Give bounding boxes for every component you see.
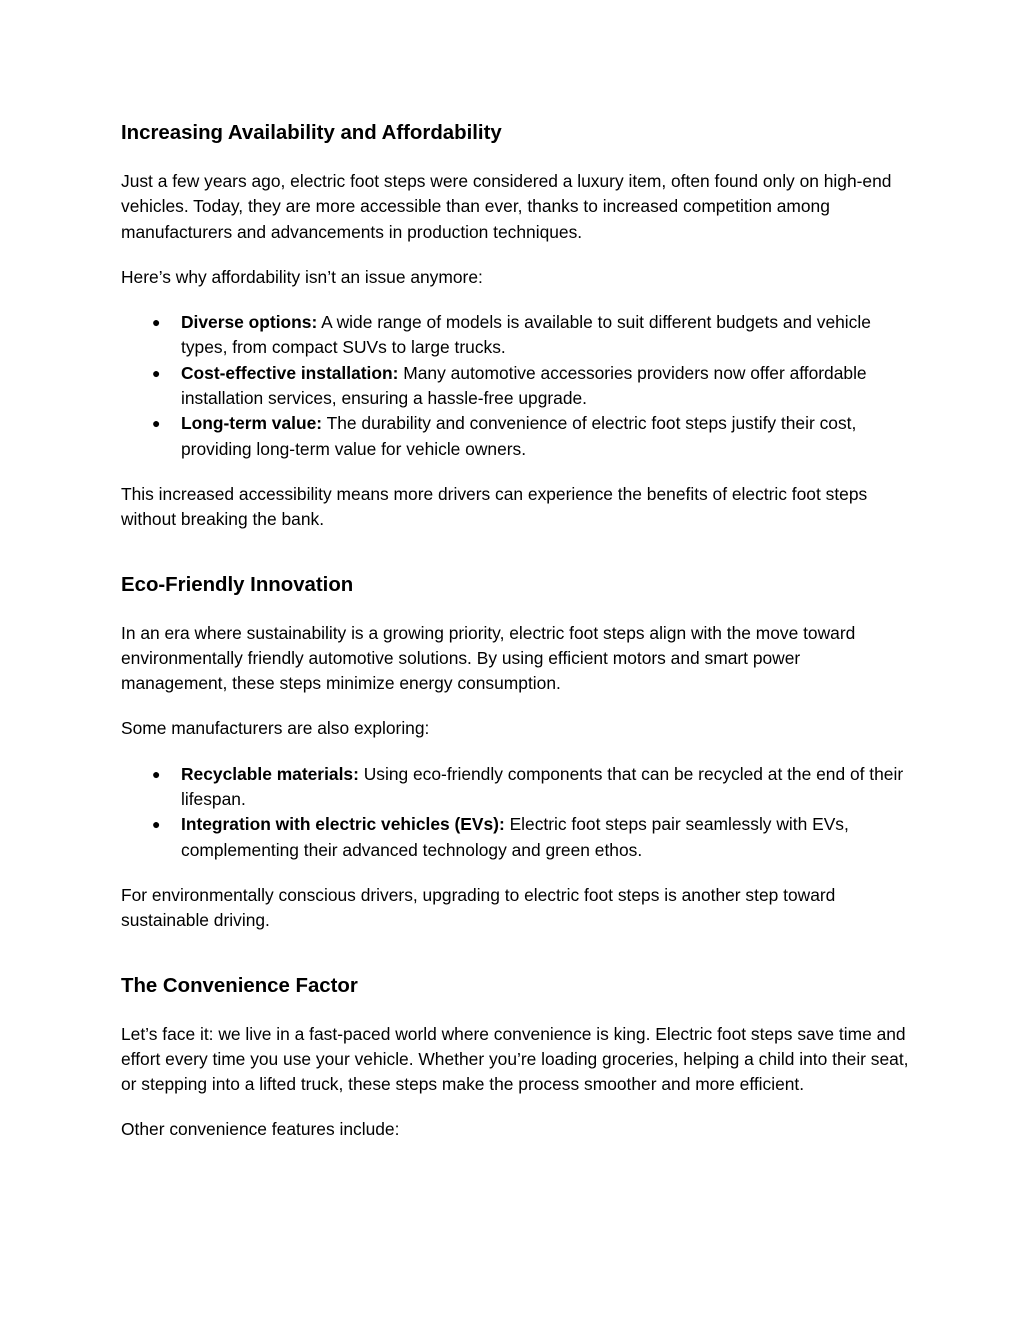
paragraph: Other convenience features include: (121, 1119, 400, 1140)
paragraph: For environmentally conscious drivers, upgrading to electric foot steps is another step toward sustainable driving. (121, 884, 836, 931)
list-item (152, 361, 911, 412)
bullet-list (121, 762, 911, 863)
list-item-text: Electric foot steps pair seamlessly with EVs, complementing their advanced technology and green ethos. (181, 814, 849, 860)
bullet-icon: ● (152, 314, 161, 331)
list-item-text: Using eco-friendly components that can be recycled at the end of their lifespan. (181, 763, 904, 810)
paragraph: Some manufacturers are also exploring: (121, 718, 430, 739)
list-item (152, 310, 911, 361)
list-item (152, 762, 911, 813)
paragraph: Here’s why affordability isn’t an issue anymore: (121, 266, 483, 287)
list-item (152, 411, 911, 462)
paragraph: This increased accessibility means more drivers can experience the benefits of electric foot steps without breaking the bank. (121, 483, 868, 530)
bullet-icon: ● (152, 816, 161, 833)
list-item-term: Recyclable materials: (181, 763, 359, 784)
list-item (152, 812, 911, 863)
list-item-term: Integration with electric vehicles (EVs): (181, 814, 505, 835)
bullet-icon: ● (152, 765, 161, 782)
section-heading-availability: Increasing Availability and Affordability (121, 122, 502, 144)
bullet-icon: ● (152, 415, 161, 432)
list-item-text: A wide range of models is available to suit different budgets and vehicle types, from compact SUVs to large trucks. (181, 312, 871, 358)
list-item-text: Many automotive accessories providers now offer affordable installation services, ensuring a hassle-free upgrade. (181, 362, 867, 409)
list-item-text: The durability and convenience of electric foot steps justify their cost, providing long-term value for vehicle owners. (181, 413, 857, 459)
list-item-term: Cost-effective installation: (181, 362, 399, 383)
bullet-icon: ● (152, 364, 161, 381)
section-heading-convenience: The Convenience Factor (121, 974, 358, 997)
paragraph: In an era where sustainability is a growing priority, electric foot steps align with the move toward environmentally friendly automotive solutions. By using efficient motors and smart power management, these steps minimize energy consumption. (121, 622, 856, 694)
document-page (121, 119, 911, 1143)
paragraph: Let’s face it: we live in a fast-paced world where convenience is king. Electric foot steps save time and effort every time you use your vehicle. Whether you’re loading groceries, helping a child into their seat, or stepping into a lifted truck, these steps make the process smoother and more efficient. (121, 1023, 909, 1095)
paragraph: Just a few years ago, electric foot steps were considered a luxury item, often found only on high-end vehicles. Today, they are more accessible than ever, thanks to increased competition among manufacturers and advancements in production techniques. (121, 171, 892, 242)
list-item-term: Long-term value: (181, 413, 323, 434)
list-item-term: Diverse options: (181, 312, 318, 333)
bullet-list (121, 310, 911, 462)
section-heading-eco-friendly: Eco-Friendly Innovation (121, 573, 354, 596)
